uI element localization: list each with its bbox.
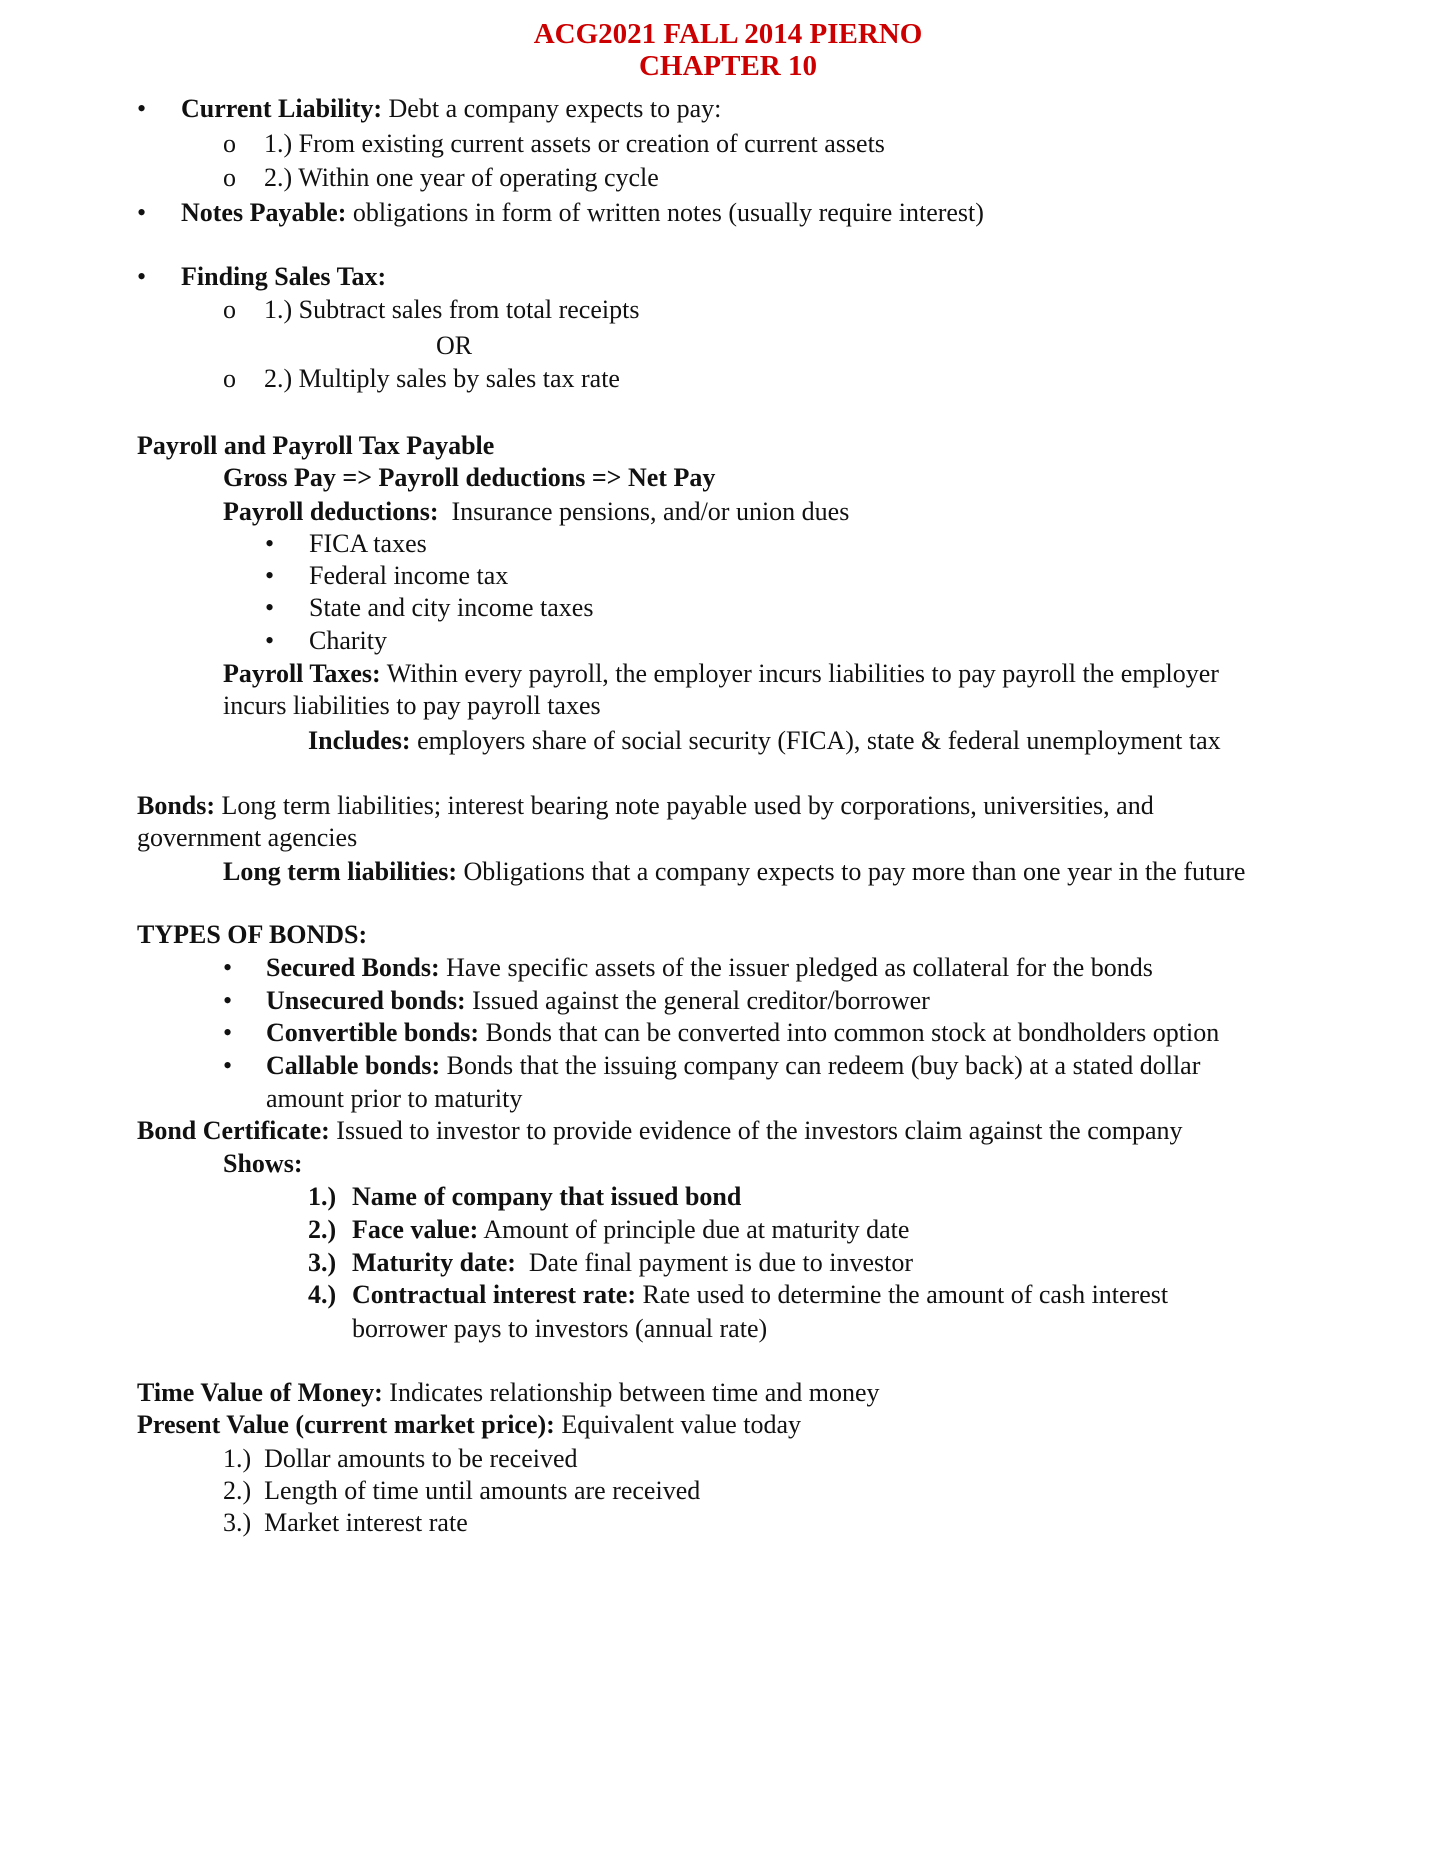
bullet: • [223, 953, 233, 982]
present-value-item: 3.) Market interest rate [223, 1508, 468, 1537]
payroll-taxes: Payroll Taxes: Within every payroll, the employer incurs liabilities to pay payroll the employer [223, 659, 1219, 688]
notes-payable-definition: Notes Payable: obligations in form of written notes (usually require interest) [181, 198, 984, 227]
certificate-item: 2.) [308, 1215, 337, 1244]
bullet: • [137, 94, 147, 123]
bonds-definition-continued: government agencies [137, 823, 358, 852]
bullet: • [137, 262, 147, 291]
payroll-includes: Includes: employers share of social security (FICA), state & federal unemployment tax [308, 726, 1221, 755]
bullet: • [265, 593, 275, 622]
certificate-item-text: Maturity date: Date final payment is due to investor [352, 1248, 914, 1277]
bond-type-item: Unsecured bonds: Issued against the general creditor/borrower [266, 986, 930, 1015]
present-value-item: 2.) Length of time until amounts are received [223, 1476, 701, 1505]
bond-type-item: Callable bonds: Bonds that the issuing company can redeem (buy back) at a stated dollar [266, 1051, 1201, 1080]
bullet: • [265, 529, 275, 558]
sub-bullet: o [223, 129, 236, 158]
payroll-taxes-continued: incurs liabilities to pay payroll taxes [223, 691, 601, 720]
bond-type-item: Convertible bonds: Bonds that can be converted into common stock at bondholders option [266, 1018, 1220, 1047]
deduction-item: Federal income tax [309, 561, 509, 590]
certificate-item-text: Face value: Amount of principle due at maturity date [352, 1215, 910, 1244]
certificate-item-text: Name of company that issued bond [352, 1182, 742, 1211]
types-of-bonds-heading: TYPES OF BONDS: [137, 920, 368, 949]
bond-type-item-continued: amount prior to maturity [266, 1084, 523, 1113]
deduction-item: State and city income taxes [309, 593, 594, 622]
long-term-liabilities: Long term liabilities: Obligations that a company expects to pay more than one year in the future [223, 857, 1246, 886]
certificate-item: 1.) [308, 1182, 337, 1211]
certificate-item-text: Contractual interest rate: Rate used to determine the amount of cash interest [352, 1280, 1169, 1309]
bullet: • [137, 198, 147, 227]
time-value-definition: Time Value of Money: Indicates relationship between time and money [137, 1378, 880, 1407]
bond-certificate-definition: Bond Certificate: Issued to investor to provide evidence of the investors claim against the company [137, 1116, 1183, 1145]
deduction-item: FICA taxes [309, 529, 427, 558]
bullet: • [223, 1018, 233, 1047]
document-title: ACG2021 FALL 2014 PIERNO [533, 18, 923, 50]
shows-label: Shows: [223, 1149, 303, 1178]
current-liability-item: 2.) Within one year of operating cycle [264, 163, 659, 192]
sub-bullet: o [223, 163, 236, 192]
sub-bullet: o [223, 364, 236, 393]
bonds-definition: Bonds: Long term liabilities; interest bearing note payable used by corporations, universities, and [137, 791, 1154, 820]
bond-type-item: Secured Bonds: Have specific assets of the issuer pledged as collateral for the bonds [266, 953, 1153, 982]
current-liability-definition: Current Liability: Debt a company expects to pay: [181, 94, 722, 123]
payroll-heading: Payroll and Payroll Tax Payable [137, 431, 495, 460]
certificate-item: 4.) [308, 1280, 337, 1309]
bullet: • [265, 561, 275, 590]
sales-tax-heading: Finding Sales Tax: [181, 262, 387, 291]
sales-tax-item: 1.) Subtract sales from total receipts [264, 295, 640, 324]
sub-bullet: o [223, 295, 236, 324]
current-liability-item: 1.) From existing current assets or creation of current assets [264, 129, 885, 158]
present-value-item: 1.) Dollar amounts to be received [223, 1444, 578, 1473]
certificate-item-continued: borrower pays to investors (annual rate) [352, 1314, 768, 1343]
or-separator: OR [436, 331, 473, 360]
certificate-item: 3.) [308, 1248, 337, 1277]
bullet: • [223, 1051, 233, 1080]
deduction-item: Charity [309, 626, 387, 655]
payroll-flow: Gross Pay => Payroll deductions => Net Pay [223, 463, 716, 492]
payroll-deductions: Payroll deductions: Insurance pensions, and/or union dues [223, 497, 850, 526]
bullet: • [223, 986, 233, 1015]
chapter-title: CHAPTER 10 [638, 50, 818, 82]
bullet: • [265, 626, 275, 655]
present-value-definition: Present Value (current market price): Equivalent value today [137, 1410, 802, 1439]
sales-tax-item: 2.) Multiply sales by sales tax rate [264, 364, 620, 393]
